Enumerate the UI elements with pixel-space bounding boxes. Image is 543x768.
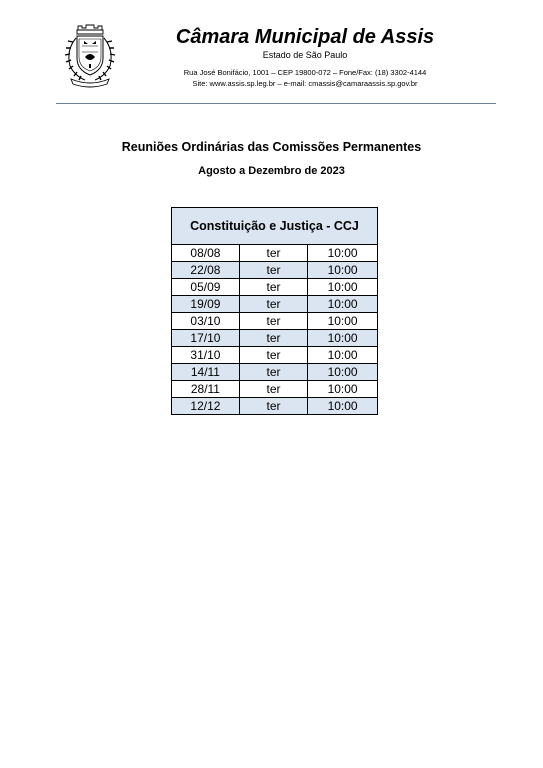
state-name: Estado de São Paulo — [262, 50, 348, 60]
weekday-cell: ter — [239, 279, 307, 296]
table-row — [172, 313, 378, 330]
table-row — [172, 398, 378, 415]
table-row — [172, 364, 378, 381]
document-subtitle: Agosto a Dezembro de 2023 — [198, 165, 345, 177]
address-line: Rua José Bonifácio, 1001 – CEP 19800-072 – Fone/Fax: (18) 3302-4144 — [183, 68, 427, 77]
coat-of-arms-icon — [63, 24, 117, 88]
time-cell: 10:00 — [308, 398, 378, 415]
table-row — [172, 347, 378, 364]
site-email-line: Site: www.assis.sp.leg.br – e-mail: cmassis@camaraassis.sp.gov.br — [192, 79, 418, 88]
schedule-table — [171, 207, 378, 415]
date-cell: 05/09 — [172, 279, 240, 296]
date-cell: 14/11 — [172, 364, 240, 381]
table-row — [172, 296, 378, 313]
date-cell: 22/08 — [172, 262, 240, 279]
time-cell: 10:00 — [308, 245, 378, 262]
table-row — [172, 245, 378, 262]
weekday-cell: ter — [239, 364, 307, 381]
time-cell: 10:00 — [308, 262, 378, 279]
weekday-cell: ter — [239, 245, 307, 262]
date-cell: 03/10 — [172, 313, 240, 330]
organization-name: Câmara Municipal de Assis — [175, 26, 435, 48]
schedule-header-row — [172, 208, 378, 245]
document-title: Reuniões Ordinárias das Comissões Permanentes — [121, 140, 422, 154]
committee-name: Constituição e Justiça - CCJ — [172, 208, 378, 245]
time-cell: 10:00 — [308, 279, 378, 296]
date-cell: 12/12 — [172, 398, 240, 415]
weekday-cell: ter — [239, 262, 307, 279]
date-cell: 31/10 — [172, 347, 240, 364]
date-cell: 17/10 — [172, 330, 240, 347]
weekday-cell: ter — [239, 296, 307, 313]
time-cell: 10:00 — [308, 347, 378, 364]
date-cell: 08/08 — [172, 245, 240, 262]
date-cell: 19/09 — [172, 296, 240, 313]
weekday-cell: ter — [239, 313, 307, 330]
table-row — [172, 381, 378, 398]
header-divider — [56, 103, 496, 104]
time-cell: 10:00 — [308, 296, 378, 313]
table-row — [172, 279, 378, 296]
weekday-cell: ter — [239, 330, 307, 347]
time-cell: 10:00 — [308, 313, 378, 330]
table-row — [172, 262, 378, 279]
time-cell: 10:00 — [308, 330, 378, 347]
weekday-cell: ter — [239, 381, 307, 398]
weekday-cell: ter — [239, 398, 307, 415]
time-cell: 10:00 — [308, 381, 378, 398]
table-row — [172, 330, 378, 347]
time-cell: 10:00 — [308, 364, 378, 381]
weekday-cell: ter — [239, 347, 307, 364]
date-cell: 28/11 — [172, 381, 240, 398]
